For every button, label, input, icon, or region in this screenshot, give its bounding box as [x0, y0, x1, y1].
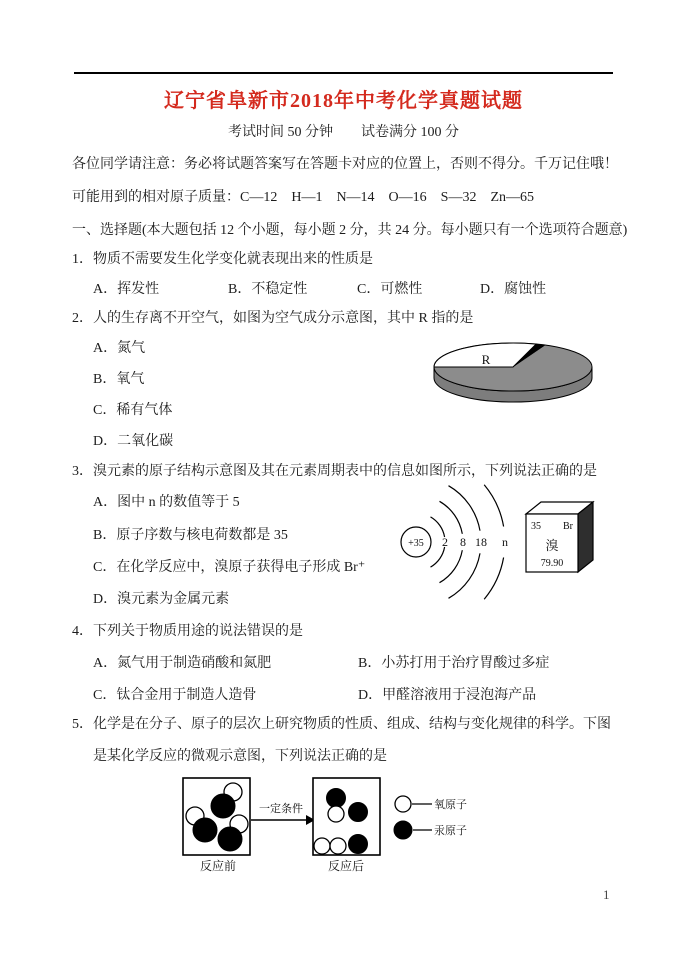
question-4-option-b: B．小苏打用于治疗胃酸过多症: [358, 656, 550, 671]
air-composition-pie-chart: [428, 337, 600, 409]
question-1-text: 物质不需要发生化学变化就表现出来的性质是: [93, 252, 373, 267]
question-5: [72, 716, 611, 733]
legend: [394, 796, 467, 839]
question-3-option-a: A．图中 n 的数值等于 5: [93, 495, 240, 510]
page-number: 1: [603, 887, 610, 902]
reaction-micro-diagram: [178, 772, 490, 878]
question-4-number: 4．: [72, 624, 93, 639]
question-2-option-d: D．二氧化碳: [93, 434, 174, 449]
question-2-option-a: A．氮气: [93, 341, 146, 356]
legend-mercury-atom-icon: [394, 821, 412, 839]
element-atomic-mass: 79.90: [540, 558, 564, 569]
reaction-condition-label: 一定条件: [259, 803, 303, 815]
question-5-number: 5．: [72, 717, 93, 732]
question-4: [72, 623, 303, 640]
legend-oxygen-label: 氧原子: [434, 799, 467, 811]
question-3-option-d: D．溴元素为金属元素: [93, 592, 230, 607]
question-3-option-c: C．在化学反应中，溴原子获得电子形成 Br⁺: [93, 560, 366, 575]
question-1: [72, 251, 373, 268]
question-4-option-c: C．钛合金用于制造人造骨: [93, 688, 257, 703]
atom-structure-diagram: [393, 482, 633, 618]
question-2: [72, 310, 473, 327]
after-reaction-label: 反应后: [327, 859, 365, 873]
question-4-option-a: A．氮气用于制造硝酸和氮肥: [93, 656, 272, 671]
before-reaction-label: 反应前: [199, 859, 237, 873]
nucleus-charge: +35: [408, 538, 424, 549]
section-header: 一、选择题(本大题包括 12 个小题，每小题 2 分，共 24 分。每小题只有一个选项符合题意): [72, 223, 628, 238]
element-atomic-number: 35: [531, 521, 541, 532]
question-5-text-line2: 是某化学反应的微观示意图，下列说法正确的是: [93, 749, 387, 764]
element-symbol: Br: [563, 521, 573, 532]
question-4-text: 下列关于物质用途的说法错误的是: [93, 624, 303, 639]
top-rule: [74, 72, 613, 74]
question-3-number: 3．: [72, 464, 93, 479]
question-1-option-a: A．挥发性: [93, 282, 160, 297]
question-1-option-b: B．不稳定性: [228, 282, 308, 297]
question-1-option-d: D．腐蚀性: [480, 282, 547, 297]
shell-count-n: n: [502, 535, 508, 549]
question-3-option-b: B．原子序数与核电荷数都是 35: [93, 528, 288, 543]
element-name: 溴: [545, 538, 559, 553]
shell-count-1: 2: [442, 535, 448, 549]
question-3-text: 溴元素的原子结构示意图及其在元素周期表中的信息如图所示，下列说法正确的是: [93, 464, 597, 479]
question-2-option-b: B．氧气: [93, 372, 145, 387]
question-2-number: 2．: [72, 311, 93, 326]
legend-mercury-label: 汞原子: [434, 825, 467, 837]
question-2-option-c: C．稀有气体: [93, 403, 173, 418]
notice-line: 各位同学请注意：务必将试题答案写在答题卡对应的位置上，否则不得分。千万记住哦！: [72, 157, 618, 172]
element-cube-side-face: [578, 502, 593, 572]
shell-count-3: 18: [475, 535, 487, 549]
question-1-number: 1．: [72, 252, 93, 267]
question-1-option-c: C．可燃性: [357, 282, 423, 297]
page-title: 辽宁省阜新市2018年中考化学真题试题: [164, 90, 523, 112]
question-3: [72, 463, 597, 480]
pie-label-r: R: [481, 352, 491, 367]
question-5-text-line1: 化学是在分子、原子的层次上研究物质的性质、组成、结构与变化规律的科学。下图: [93, 717, 611, 732]
exam-info-line: 考试时间 50 分钟 试卷满分 100 分: [228, 125, 459, 140]
legend-oxygen-atom-icon: [395, 796, 411, 812]
question-2-text: 人的生存离不开空气，如图为空气成分示意图，其中 R 指的是: [93, 311, 474, 326]
question-4-option-d: D．甲醛溶液用于浸泡海产品: [358, 688, 537, 703]
shell-count-2: 8: [460, 535, 466, 549]
atomic-mass-line: 可能用到的相对原子质量：C—12 H—1 N—14 O—16 S—32 Zn—65: [72, 190, 535, 205]
